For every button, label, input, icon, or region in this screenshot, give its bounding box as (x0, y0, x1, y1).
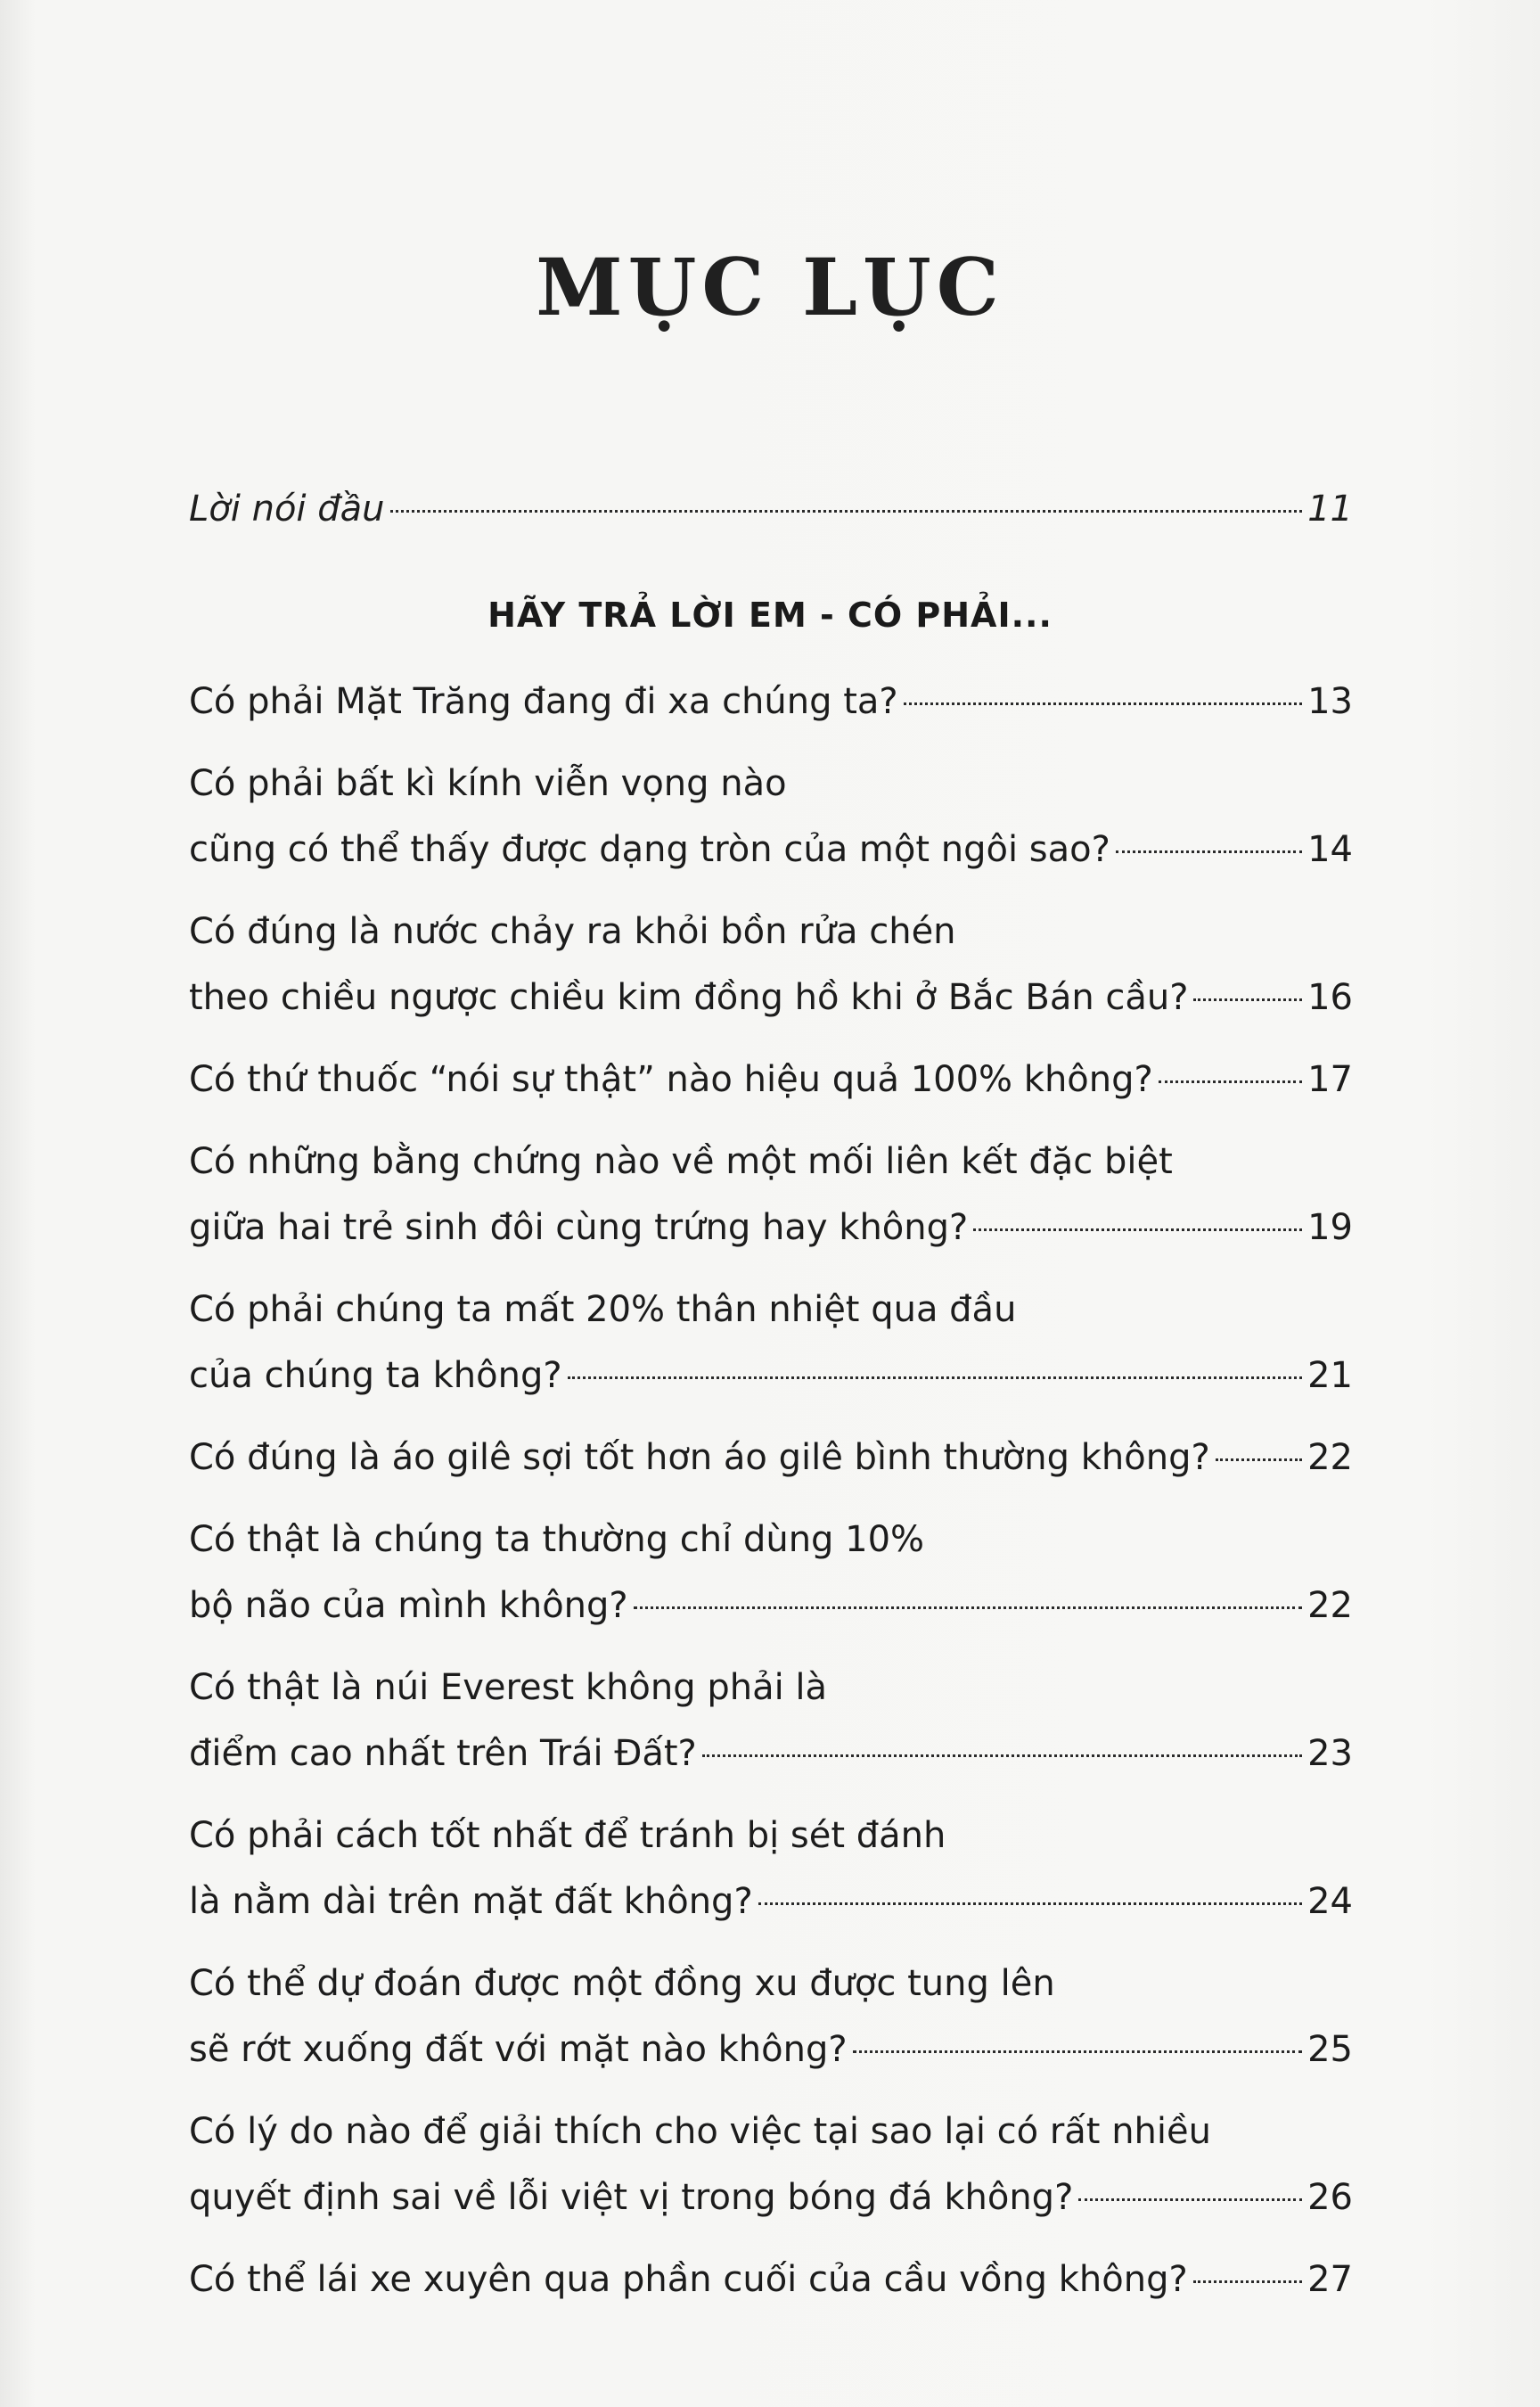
toc-entry-last-line (189, 1869, 1353, 1935)
toc-entry-last-line (189, 2017, 1353, 2083)
toc-entry-text: quyết định sai về lỗi việt vị trong bóng đá không? (189, 2177, 1074, 2218)
toc-entry-text: Có thật là núi Everest không phải là (189, 1667, 828, 1708)
toc-entry-last-line (189, 1047, 1353, 1113)
toc-page-number: 17 (1307, 1059, 1353, 1100)
toc-page-number: 27 (1307, 2259, 1353, 2300)
toc-entry (189, 1277, 1353, 1409)
toc-entry-last-line (189, 669, 1353, 735)
preface-entry (189, 489, 1353, 542)
toc-entry-text: của chúng ta không? (189, 1355, 562, 1396)
toc-entry (189, 1951, 1353, 2083)
toc-entry-text: Có phải chúng ta mất 20% thân nhiệt qua đầu (189, 1289, 1017, 1330)
dot-leader (904, 702, 1302, 705)
toc-page-number: 19 (1307, 1207, 1353, 1248)
dot-leader (634, 1606, 1302, 1609)
toc-entry (189, 2247, 1353, 2313)
dot-leader (1159, 1080, 1302, 1083)
toc-entry-text: Có đúng là áo gilê sợi tốt hơn áo gilê bình thường không? (189, 1437, 1210, 1478)
dot-leader (702, 1754, 1302, 1757)
toc-entry-text: Có phải cách tốt nhất để tránh bị sét đánh (189, 1815, 946, 1856)
dot-leader (568, 1376, 1303, 1379)
preface-label: Lời nói đầu (189, 489, 385, 530)
toc-entry (189, 751, 1353, 883)
dot-leader (1078, 2198, 1302, 2201)
toc-page-number: 22 (1307, 1585, 1353, 1626)
toc-page-number: 25 (1307, 2029, 1353, 2070)
dot-leader (973, 1228, 1302, 1231)
preface-page-number: 11 (1307, 489, 1353, 530)
toc-entry-text: giữa hai trẻ sinh đôi cùng trứng hay không? (189, 1207, 969, 1248)
toc-page-number: 13 (1307, 681, 1353, 722)
dot-leader (1116, 850, 1302, 853)
toc-entry-text: Có lý do nào để giải thích cho việc tại sao lại có rất nhiều (189, 2111, 1211, 2152)
toc-page-number: 26 (1307, 2177, 1353, 2218)
toc-entry-last-line (189, 1343, 1353, 1409)
dot-leader (1193, 2280, 1302, 2283)
toc-entry (189, 1425, 1353, 1491)
toc-page-number: 14 (1307, 829, 1353, 870)
toc-entry-last-line (189, 1721, 1353, 1787)
dot-leader (1193, 998, 1302, 1001)
toc-entry-last-line (189, 1425, 1353, 1491)
toc-entry (189, 1129, 1353, 1261)
toc-entry-last-line (189, 2247, 1353, 2313)
toc-entry-text: Có thật là chúng ta thường chỉ dùng 10% (189, 1519, 925, 1560)
toc-entry (189, 1047, 1353, 1113)
toc-page-number: 21 (1307, 1355, 1353, 1396)
toc-entry-text: theo chiều ngược chiều kim đồng hồ khi ở Bắc Bán cầu? (189, 977, 1189, 1018)
toc-page-number: 22 (1307, 1437, 1353, 1478)
toc-page-number: 16 (1307, 977, 1353, 1018)
toc-entry-last-line (189, 1195, 1353, 1261)
toc-entry-text: sẽ rớt xuống đất với mặt nào không? (189, 2029, 848, 2070)
dot-leader (758, 1902, 1302, 1905)
section-heading: HÃY TRẢ LỜI EM - CÓ PHẢI... (487, 596, 1053, 635)
toc-entry-text: Có thứ thuốc “nói sự thật” nào hiệu quả 100% không? (189, 1059, 1153, 1100)
toc-entry-last-line (189, 817, 1353, 883)
toc-entry-text: Có thể dự đoán được một đồng xu được tung lên (189, 1963, 1055, 2004)
toc-entry (189, 2099, 1353, 2230)
toc-entry-text: Có thể lái xe xuyên qua phần cuối của cầu vồng không? (189, 2259, 1188, 2300)
toc-entry (189, 1655, 1353, 1787)
toc-list (189, 669, 1353, 2329)
toc-entry-text: Có phải Mặt Trăng đang đi xa chúng ta? (189, 681, 898, 722)
toc-entry-text: điểm cao nhất trên Trái Đất? (189, 1733, 697, 1774)
toc-page-number: 23 (1307, 1733, 1353, 1774)
toc-entry-last-line (189, 2165, 1353, 2230)
toc-entry-last-line (189, 965, 1353, 1031)
toc-entry-text: bộ não của mình không? (189, 1585, 628, 1626)
toc-page-number: 24 (1307, 1881, 1353, 1922)
toc-entry-text: Có những bằng chứng nào về một mối liên kết đặc biệt (189, 1141, 1173, 1182)
toc-entry-text: Có phải bất kì kính viễn vọng nào (189, 763, 787, 804)
dot-leader (390, 509, 1303, 513)
toc-entry (189, 1507, 1353, 1639)
toc-entry (189, 669, 1353, 735)
page-title: MỤC LỤC (536, 241, 1004, 333)
toc-entry (189, 899, 1353, 1031)
dot-leader (1216, 1458, 1302, 1461)
toc-entry-text: là nằm dài trên mặt đất không? (189, 1881, 753, 1922)
toc-entry-last-line (189, 1573, 1353, 1639)
toc-entry-text: Có đúng là nước chảy ra khỏi bồn rửa chén (189, 911, 956, 952)
toc-entry (189, 1803, 1353, 1935)
dot-leader (853, 2050, 1303, 2053)
toc-entry-text: cũng có thể thấy được dạng tròn của một ngôi sao? (189, 829, 1110, 870)
